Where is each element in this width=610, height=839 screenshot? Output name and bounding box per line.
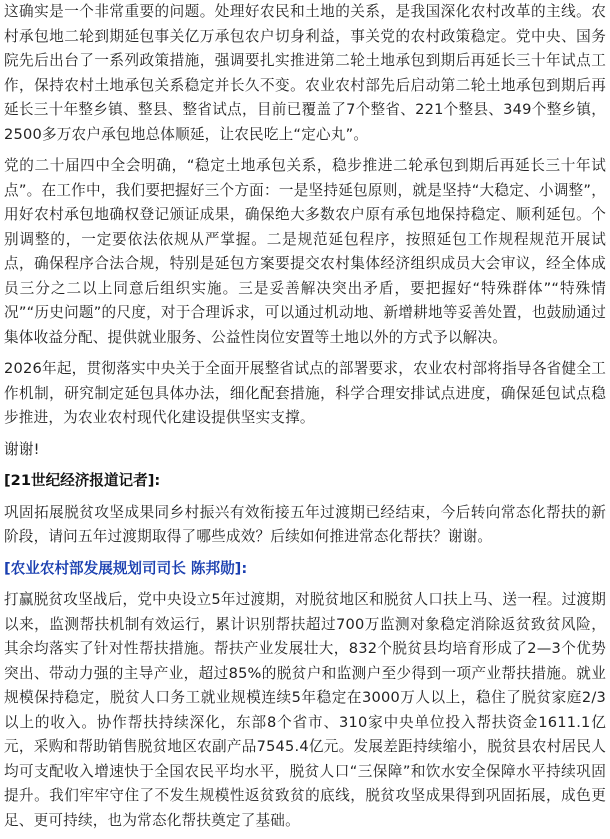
paragraph-gap <box>0 550 610 557</box>
reporter-question: 巩固拓展脱贫攻坚成果同乡村振兴有效衔接五年过渡期已经结束，今后转向常态化帮扶的新阶段，请问五年过渡期取得了哪些成效？后续如何推进常态化帮扶？谢谢。 <box>4 503 606 545</box>
answer-paragraph-2: 党的二十届四中全会明确，“稳定土地承包关系，稳步推进二轮承包到期后再延长三十年试点”。在工作中，我们要把握好三个方面：一是坚持延包原则，就是坚持“大稳定、小调整”，用好农村承包地确权登记颁证成果，确保绝大多数农户原有承包地保持稳定、顺利延包。个别调整的，一定要依法依规从严掌握。二是规范延包程序，按照延包工作规程规范开展试点，确保程序合法合规，特别是延包方案要提交农村集体经济组织成员大会审议，经全体成员三分之二以上同意后组织实施。三是妥善解决突出矛盾，要把握好“特殊群体”“特殊情况”“历史问题”的尺度，对于合理诉求，可以通过机动地、新增耕地等妥善处置，也鼓励通过集体收益分配、提供就业服务、公益性岗位安置等土地以外的方式予以解决。 <box>4 157 606 346</box>
paragraph-gap <box>0 431 610 438</box>
paragraph-gap <box>0 147 610 154</box>
reporter-label: [21世纪经济报道记者]: <box>4 472 161 489</box>
paragraph-gap <box>0 494 610 501</box>
official-answer: 打赢脱贫攻坚战后，党中央设立5年过渡期，对脱贫地区和脱贫人口扶上马、送一程。过渡期以来，监测帮扶机制有效运行，累计识别帮扶超过700万监测对象稳定消除返贫致贫风险，其余均落实了针对性帮扶措施。帮扶产业发展壮大，832个脱贫县均培育形成了2—3个优势突出、带动力强的主导产业，超过85%的脱贫户和监测户至少得到一项产业帮扶措施。就业规模保持稳定，脱贫人口务工就业规模连续5年稳定在3000万人以上，稳住了脱贫家庭2/3以上的收入。协作帮扶持续深化，东部8个省市、310家中央单位投入帮扶资金1611.1亿元，采购和帮助销售脱贫地区农副产品7545.4亿元。发展差距持续缩小，脱贫县农村居民人均可支配收入增速快于全国农民平均水平，脱贫人口“三保障”和饮水安全保障水平持续巩固提升。我们牢牢守住了不发生规模性返贫致贫的底线，脱贫攻坚成果得到巩固拓展，成色更足、更可持续，也为常态化帮扶奠定了基础。 <box>4 591 606 829</box>
official-label: [农业农村部发展规划司司长 陈邦勋]: <box>4 559 248 577</box>
paragraph-gap <box>0 350 610 357</box>
answer-paragraph-1: 这确实是一个非常重要的问题。处理好农民和土地的关系，是我国深化农村改革的主线。农村承包地二轮到期延包事关亿万承包农户切身利益，事关党的农村政策稳定。党中央、国务院先后出台了一系列政策措施，强调要扎实推进第二轮土地承包到期后再延长三十年试点工作，保持农村土地承包关系稳定并长久不变。农业农村部先后启动第二轮土地承包到期后再延长三十年整乡镇、整县、整省试点，目前已覆盖了7个整省、221个整县、349个整乡镇，2500多万农户承包地总体顺延，让农民吃上“定心丸”。 <box>4 3 606 143</box>
paragraph-gap <box>0 581 610 588</box>
answer-paragraph-3: 2026年起，贯彻落实中央关于全面开展整省试点的部署要求，农业农村部将指导各省健全工作机制，研究制定延包具体办法，细化配套措施，科学合理安排试点进度，确保延包试点稳步推进，为农业农村现代化建设提供坚实支撑。 <box>4 360 606 426</box>
paragraph-gap <box>0 462 610 469</box>
thanks-text: 谢谢! <box>4 440 40 458</box>
